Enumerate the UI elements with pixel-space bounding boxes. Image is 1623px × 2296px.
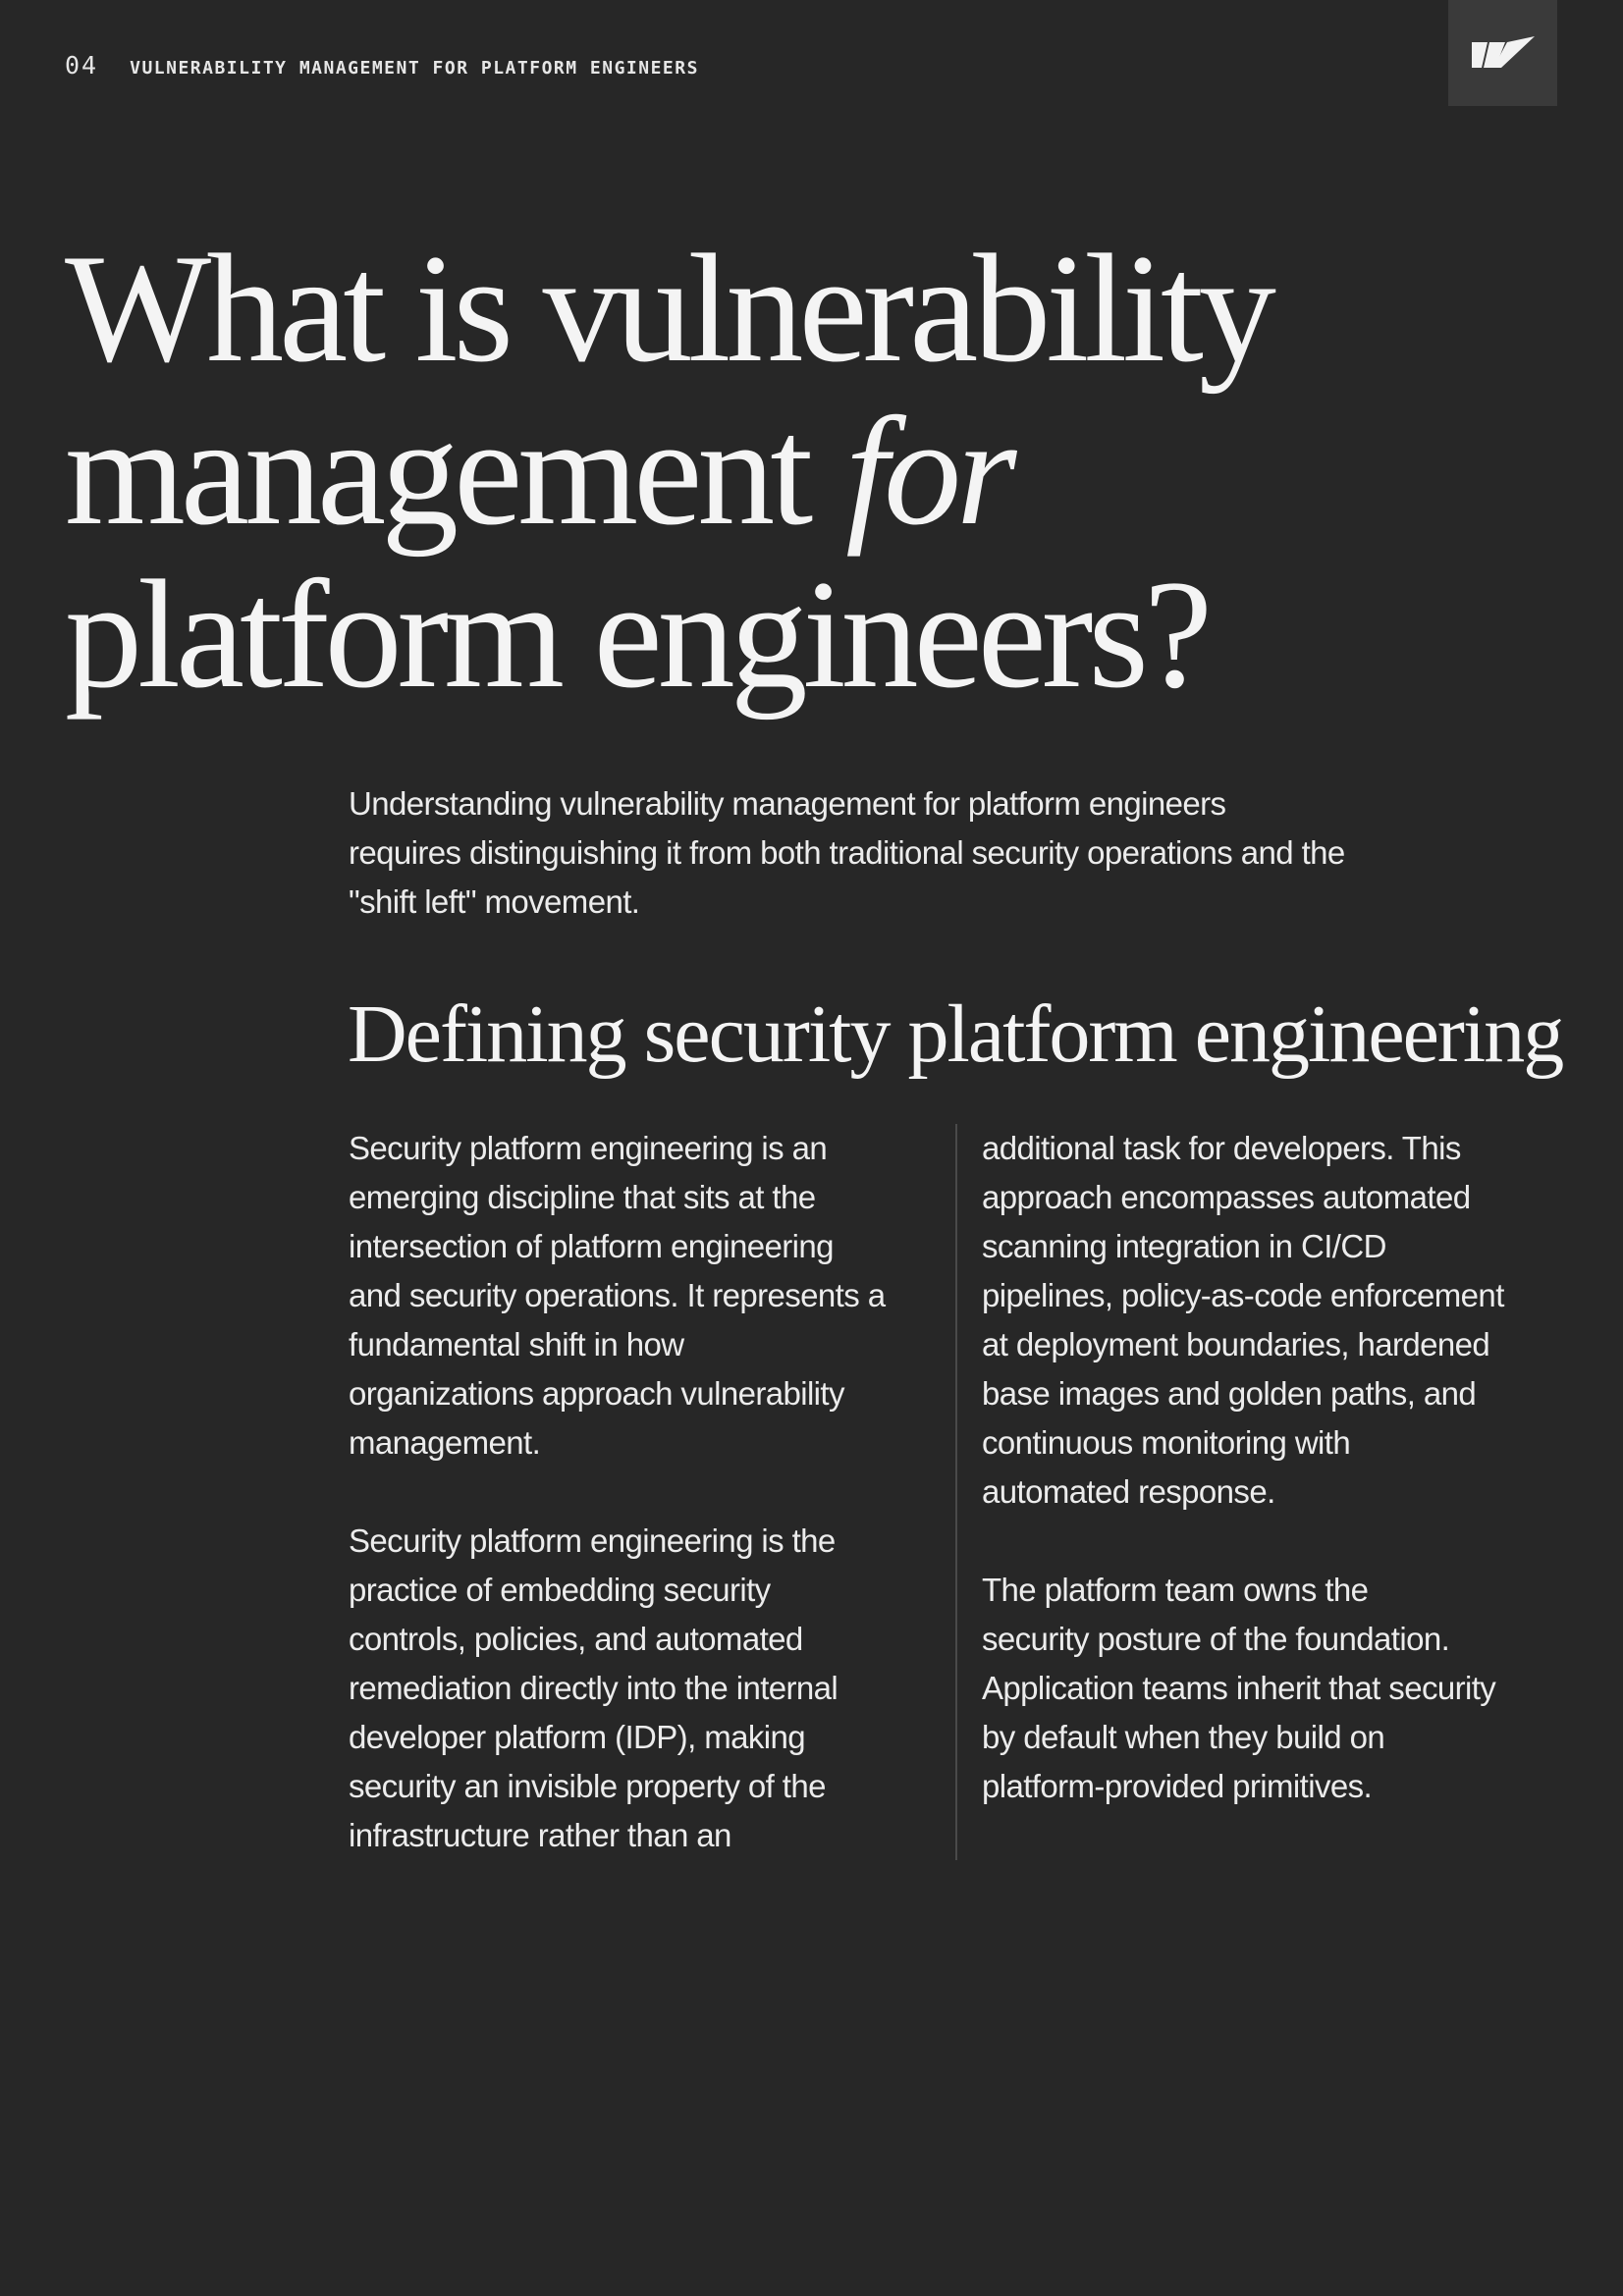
body-line: and security operations. It represents a — [349, 1277, 886, 1313]
title-line-2 — [65, 386, 1271, 558]
body-line: Application teams inherit that security — [982, 1670, 1496, 1706]
body-line: developer platform (IDP), making — [349, 1719, 805, 1755]
column-divider — [955, 1124, 957, 1860]
body-line: fundamental shift in how — [349, 1326, 684, 1362]
right-column — [982, 1124, 1504, 1811]
page-header — [65, 51, 699, 80]
intro-paragraph — [349, 779, 1527, 927]
body-line: Security platform engineering is the — [349, 1522, 836, 1559]
body-line: automated response. — [982, 1473, 1275, 1510]
title-line-3: platform engineers? — [65, 549, 1209, 721]
left-column — [349, 1124, 885, 1860]
body-line: at deployment boundaries, hardened — [982, 1326, 1490, 1362]
body-line: platform-provided primitives. — [982, 1768, 1373, 1804]
body-line: pipelines, policy-as-code enforcement — [982, 1277, 1504, 1313]
body-line: infrastructure rather than an — [349, 1817, 731, 1853]
page-title — [65, 223, 1271, 721]
section-heading: Defining security platform engineering — [348, 988, 1563, 1080]
title-line-2-text: management — [65, 386, 809, 558]
page-number: 04 — [65, 51, 99, 80]
left-paragraph-1 — [349, 1124, 885, 1468]
right-paragraph-2 — [982, 1566, 1504, 1811]
body-line: practice of embedding security — [349, 1572, 771, 1608]
body-line: security an invisible property of the — [349, 1768, 826, 1804]
body-line: approach encompasses automated — [982, 1179, 1471, 1215]
intro-line: requires distinguishing it from both traditional security operations and the — [349, 834, 1345, 871]
body-line: scanning integration in CI/CD — [982, 1228, 1386, 1264]
body-line: controls, policies, and automated — [349, 1621, 803, 1657]
body-line: by default when they build on — [982, 1719, 1385, 1755]
body-line: Security platform engineering is an — [349, 1130, 828, 1166]
brand-logo — [1448, 0, 1557, 106]
body-line: intersection of platform engineering — [349, 1228, 834, 1264]
intro-line: Understanding vulnerability management for platform engineers — [349, 785, 1226, 822]
body-line: organizations approach vulnerability — [349, 1375, 844, 1412]
body-line: remediation directly into the internal — [349, 1670, 839, 1706]
body-line: security posture of the foundation. — [982, 1621, 1450, 1657]
title-italic-word: for — [845, 386, 1012, 558]
body-line: continuous monitoring with — [982, 1424, 1351, 1461]
body-line: The platform team owns the — [982, 1572, 1369, 1608]
body-line: emerging discipline that sits at the — [349, 1179, 816, 1215]
body-line: management. — [349, 1424, 541, 1461]
title-line-1: What is vulnerability — [65, 223, 1271, 395]
left-paragraph-2 — [349, 1517, 885, 1860]
brand-logo-icon — [1472, 36, 1535, 70]
body-line: additional task for developers. This — [982, 1130, 1461, 1166]
right-paragraph-1 — [982, 1124, 1504, 1517]
body-line: base images and golden paths, and — [982, 1375, 1477, 1412]
running-title: VULNERABILITY MANAGEMENT FOR PLATFORM ENGINEERS — [130, 58, 699, 79]
intro-line: "shift left" movement. — [349, 883, 640, 920]
